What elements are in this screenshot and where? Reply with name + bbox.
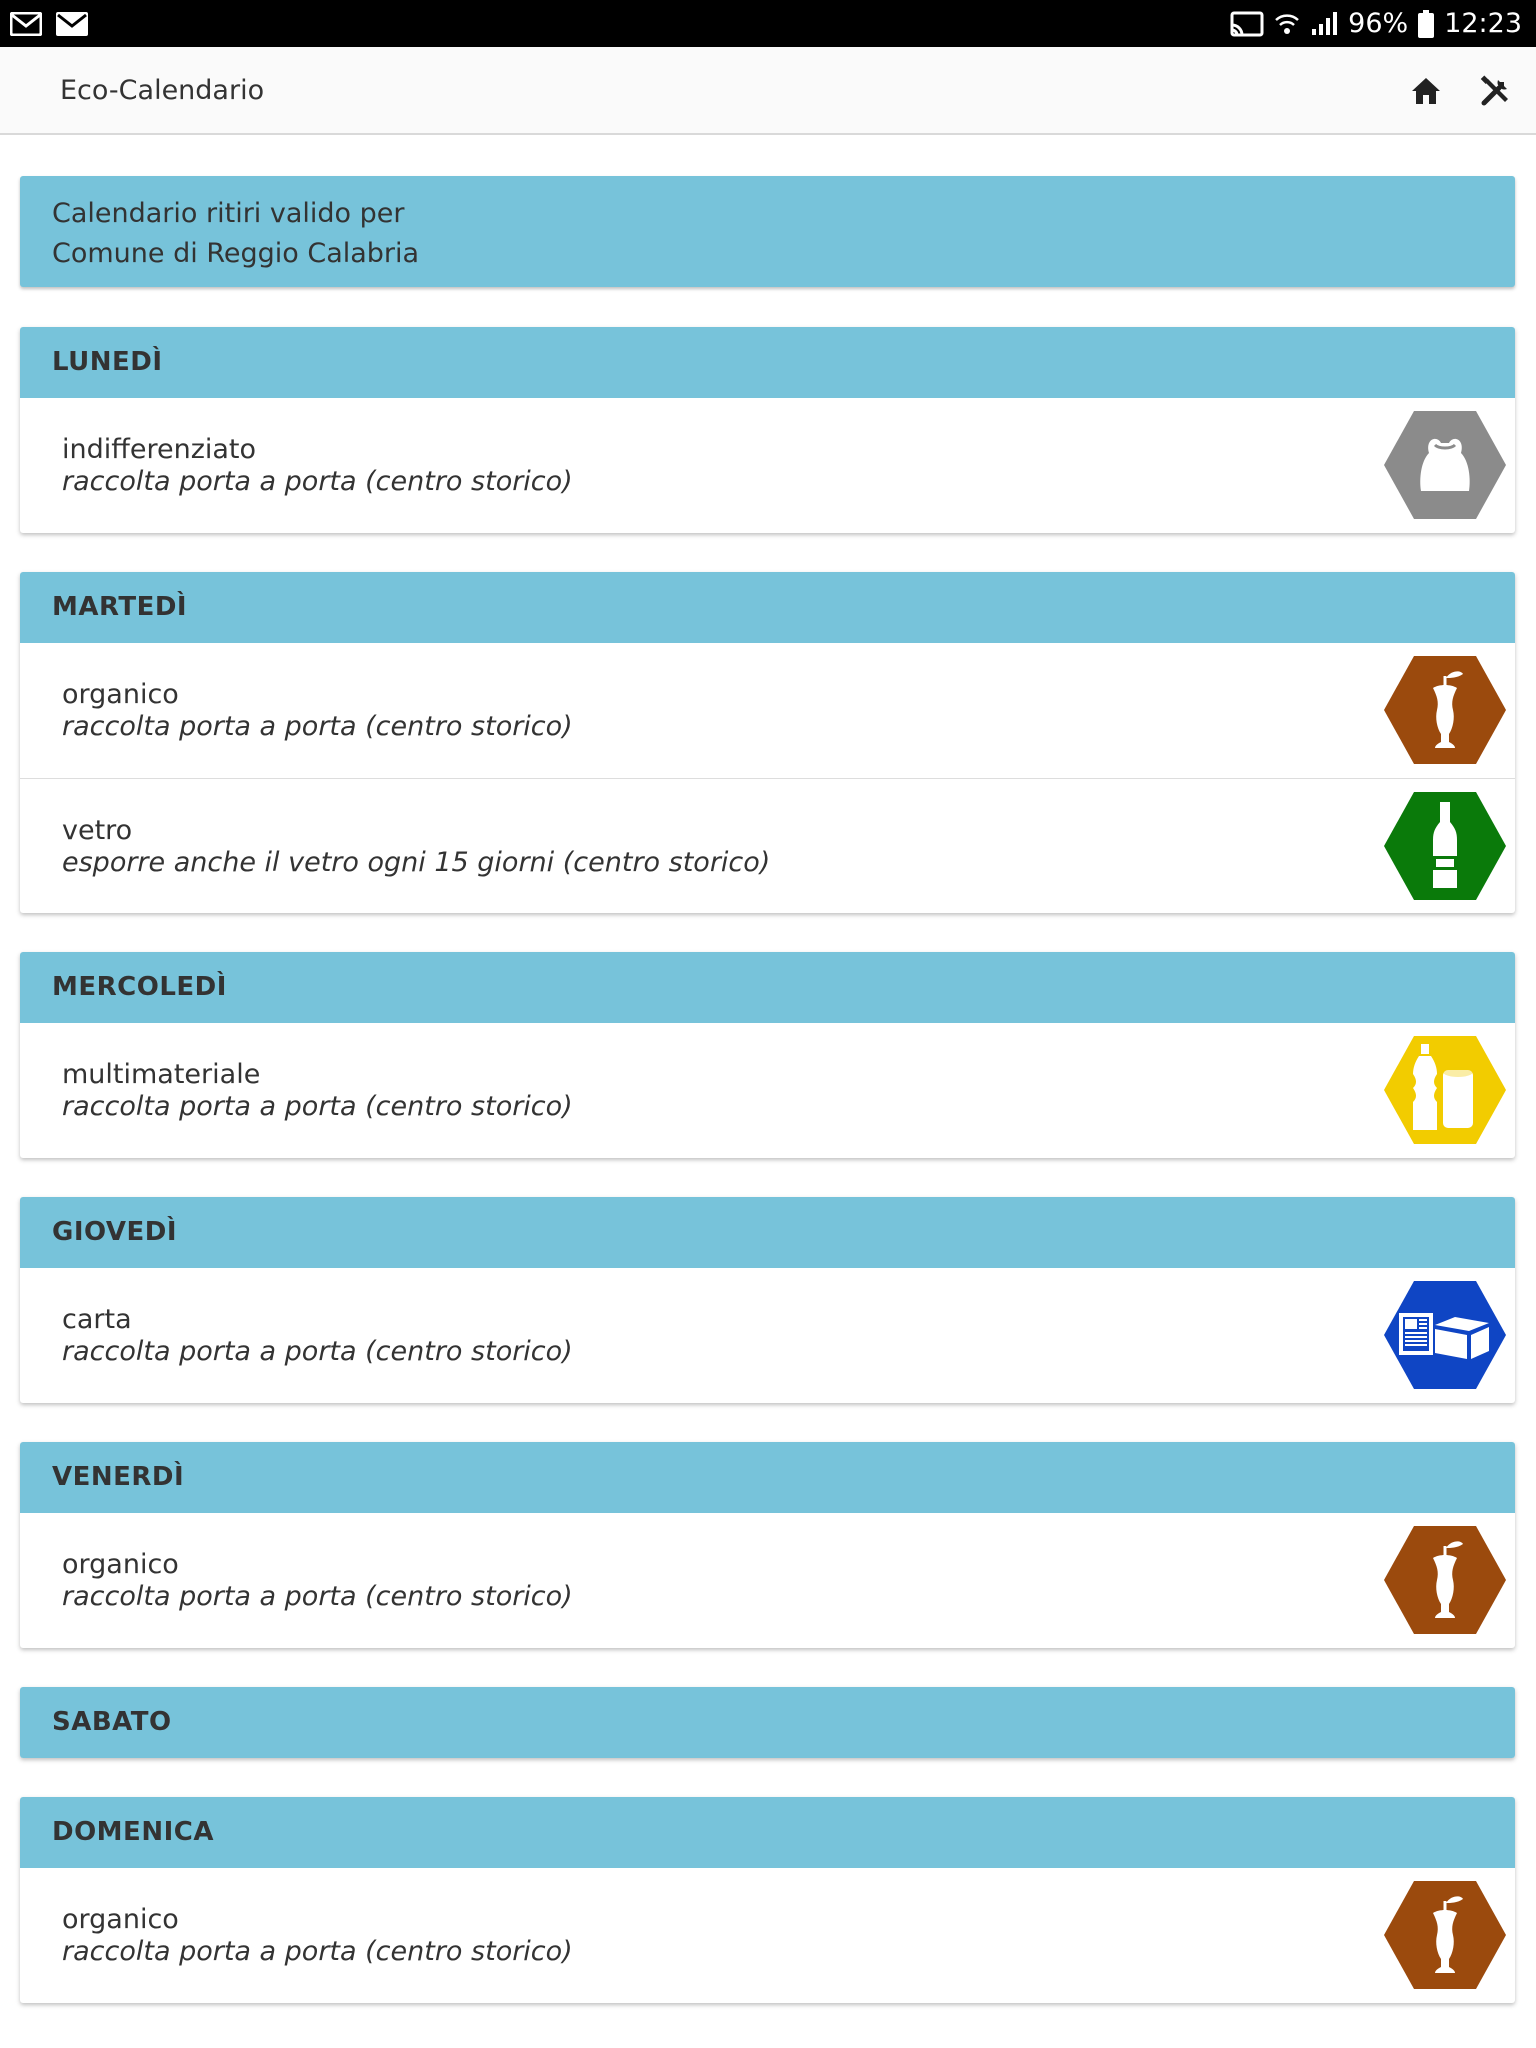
day-header: LUNEDÌ xyxy=(20,327,1515,398)
collection-note: esporre anche il vetro ogni 15 giorni (centro storico) xyxy=(62,847,771,878)
waste-type: organico xyxy=(62,679,179,710)
mail-icon xyxy=(56,12,88,36)
glass-bottle-icon xyxy=(1383,790,1507,902)
collection-note: raccolta porta a porta (centro storico) xyxy=(62,466,573,497)
apple-core-icon xyxy=(1383,654,1507,766)
banner-line-1: Calendario ritiri valido per xyxy=(52,198,405,229)
battery-percent: 96% xyxy=(1348,8,1409,39)
day-card xyxy=(20,1797,1515,2003)
wifi-icon xyxy=(1274,11,1300,37)
day-header: DOMENICA xyxy=(20,1797,1515,1868)
entry-list xyxy=(20,643,1515,913)
day-card xyxy=(20,1442,1515,1648)
entry-list xyxy=(20,1868,1515,2003)
app-bar xyxy=(0,47,1536,135)
collection-entry xyxy=(20,398,1515,533)
entry-list xyxy=(20,1268,1515,1403)
waste-type: multimateriale xyxy=(62,1059,261,1090)
entry-list xyxy=(20,398,1515,533)
clock: 12:23 xyxy=(1444,8,1522,39)
day-header: SABATO xyxy=(20,1687,1515,1758)
waste-type: organico xyxy=(62,1904,179,1935)
paper-box-icon xyxy=(1383,1279,1507,1391)
day-card xyxy=(20,327,1515,533)
day-header: GIOVEDÌ xyxy=(20,1197,1515,1268)
collection-note: raccolta porta a porta (centro storico) xyxy=(62,1581,573,1612)
day-header: MARTEDÌ xyxy=(20,572,1515,643)
home-icon xyxy=(1410,76,1442,106)
day-card xyxy=(20,1197,1515,1403)
day-card xyxy=(20,1687,1515,1758)
waste-type: indifferenziato xyxy=(62,434,257,465)
app-title: Eco-Calendario xyxy=(60,75,265,106)
collection-entry xyxy=(20,1868,1515,2003)
apple-core-icon xyxy=(1383,1879,1507,1991)
home-button[interactable] xyxy=(1406,71,1446,111)
waste-type: vetro xyxy=(62,815,133,846)
day-header: MERCOLEDÌ xyxy=(20,952,1515,1023)
collection-note: raccolta porta a porta (centro storico) xyxy=(62,1091,573,1122)
day-header: VENERDÌ xyxy=(20,1442,1515,1513)
battery-icon xyxy=(1418,10,1434,38)
collection-entry xyxy=(20,643,1515,778)
collection-entry xyxy=(20,1513,1515,1648)
collection-entry xyxy=(20,1268,1515,1403)
calendar-content xyxy=(20,176,1515,2042)
calendar-banner xyxy=(20,176,1515,287)
banner-line-2: Comune di Reggio Calabria xyxy=(52,238,420,269)
cast-icon xyxy=(1230,11,1264,37)
collection-note: raccolta porta a porta (centro storico) xyxy=(62,1936,573,1967)
bag-icon xyxy=(1383,409,1507,521)
collection-entry xyxy=(20,1023,1515,1158)
entry-list xyxy=(20,1023,1515,1158)
waste-type: carta xyxy=(62,1304,132,1335)
mail-icon xyxy=(10,12,42,36)
collection-entry xyxy=(20,778,1515,913)
plastic-can-icon xyxy=(1383,1034,1507,1146)
apple-core-icon xyxy=(1383,1524,1507,1636)
tools-icon xyxy=(1479,74,1513,108)
waste-type: organico xyxy=(62,1549,179,1580)
days-list xyxy=(20,327,1515,2003)
settings-button[interactable] xyxy=(1476,71,1516,111)
collection-note: raccolta porta a porta (centro storico) xyxy=(62,1336,573,1367)
collection-note: raccolta porta a porta (centro storico) xyxy=(62,711,573,742)
signal-icon xyxy=(1310,11,1338,37)
day-card xyxy=(20,572,1515,913)
entry-list xyxy=(20,1513,1515,1648)
day-card xyxy=(20,952,1515,1158)
status-bar xyxy=(0,0,1536,47)
